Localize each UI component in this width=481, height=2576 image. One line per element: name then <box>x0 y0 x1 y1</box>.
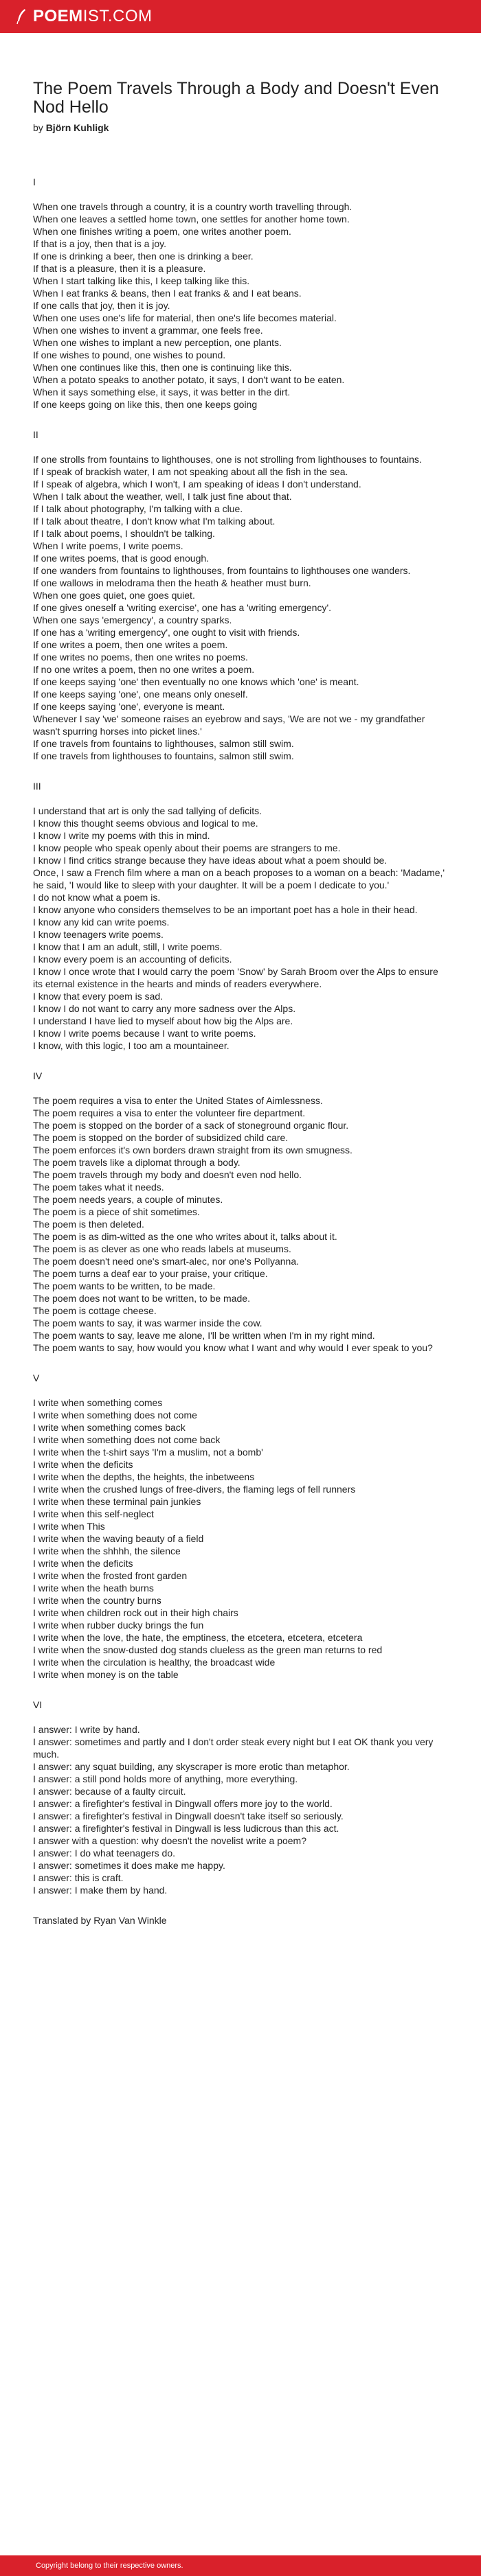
section-number: II <box>33 429 38 440</box>
poem-line: If one has a 'writing emergency', one ought to visit with friends. <box>33 627 300 638</box>
poem-line: I do not know what a poem is. <box>33 892 161 903</box>
poem-line: I write when the deficits <box>33 1558 133 1569</box>
poem-line: I understand I have lied to myself about how big the Alps are. <box>33 1015 293 1026</box>
poem-line: The poem is stopped on the border of subsidized child care. <box>33 1132 289 1143</box>
poem-line: If one keeps saying 'one', everyone is meant. <box>33 701 225 712</box>
poem-line: When I talk about the weather, well, I talk just fine about that. <box>33 491 292 502</box>
section-number: III <box>33 781 41 792</box>
poem-line: The poem needs years, a couple of minutes. <box>33 1194 223 1205</box>
poem-line: I write when the frosted front garden <box>33 1570 188 1581</box>
poem-section <box>33 1372 448 1681</box>
poem-line: The poem turns a deaf ear to your praise, your critique. <box>33 1268 268 1279</box>
poem-sections <box>33 176 448 1896</box>
poem-line: I write when these terminal pain junkies <box>33 1496 201 1507</box>
poem-line: I answer: I do what teenagers do. <box>33 1848 176 1859</box>
poem-line: When one goes quiet, one goes quiet. <box>33 590 195 601</box>
author-name[interactable]: Björn Kuhligk <box>45 122 109 133</box>
poem-line: I write when the heath burns <box>33 1583 154 1594</box>
poem-line: I answer: a firefighter's festival in Dingwall doesn't take itself so seriously. <box>33 1810 344 1821</box>
poem-section <box>33 176 448 411</box>
poem-line: The poem requires a visa to enter the volunteer fire department. <box>33 1107 306 1118</box>
poem-line: When one travels through a country, it is a country worth travelling through. <box>33 201 353 212</box>
poem-line: I write when the circulation is healthy, the broadcast wide <box>33 1657 276 1668</box>
poem-line: If I talk about photography, I'm talking with a clue. <box>33 503 243 514</box>
poem-line: The poem enforces it's own borders drawn straight from its own smugness. <box>33 1145 353 1155</box>
poem-line: I know this thought seems obvious and logical to me. <box>33 818 258 829</box>
poem-section <box>33 1699 448 1896</box>
poem-line: I answer: any squat building, any skyscraper is more erotic than metaphor. <box>33 1761 350 1772</box>
poem-line: When one wishes to invent a grammar, one feels free. <box>33 325 263 336</box>
poem-line: I write when the shhhh, the silence <box>33 1545 181 1556</box>
poem-line: The poem is stopped on the border of a sack of stoneground organic flour. <box>33 1120 349 1131</box>
poem-line: I know that every poem is sad. <box>33 991 164 1002</box>
poem-line: If I speak of brackish water, I am not speaking about all the fish in the sea. <box>33 466 348 477</box>
poem-line: When one continues like this, then one is continuing like this. <box>33 362 292 373</box>
poem-line: The poem wants to be written, to be made. <box>33 1280 216 1291</box>
poem-line: I understand that art is only the sad tallying of deficits. <box>33 805 262 816</box>
poem-line: I write when the deficits <box>33 1459 133 1470</box>
poem-line: I write when the waving beauty of a field <box>33 1533 204 1544</box>
poem-line: The poem is a piece of shit sometimes. <box>33 1206 200 1217</box>
poem-line: I answer: sometimes it does make me happy. <box>33 1860 225 1871</box>
poem-section <box>33 780 448 1052</box>
poem-line: If I talk about theatre, I don't know what I'm talking about. <box>33 516 276 527</box>
poem-line: When a potato speaks to another potato, it says, I don't want to be eaten. <box>33 374 345 385</box>
poem-line: When one leaves a settled home town, one settles for another home town. <box>33 214 350 225</box>
poem-line: The poem travels like a diplomat through a body. <box>33 1157 240 1168</box>
poem-line: I write when money is on the table <box>33 1669 179 1680</box>
poem-line: I write when the love, the hate, the emptiness, the etcetera, etcetera, etcetera <box>33 1632 363 1643</box>
poem-line: I write when children rock out in their high chairs <box>33 1607 238 1618</box>
copyright-text: Copyright belong to their respective owners. <box>36 2562 183 2570</box>
poem-line: If one keeps saying 'one', one means only oneself. <box>33 689 248 700</box>
section-number: I <box>33 176 36 187</box>
poem-line: I write when the depths, the heights, the inbetweens <box>33 1471 255 1482</box>
poem-line: If no one writes a poem, then no one writes a poem. <box>33 664 255 675</box>
poem-line: I write when rubber ducky brings the fun <box>33 1620 204 1631</box>
poem-line: I answer: a still pond holds more of anything, more everything. <box>33 1773 298 1784</box>
quill-icon[interactable] <box>15 8 27 25</box>
poem-line: I write when the country burns <box>33 1595 161 1606</box>
poem-line: If one keeps going on like this, then one keeps going <box>33 399 258 410</box>
poem-line: When I start talking like this, I keep talking like this. <box>33 275 250 286</box>
poem-line: The poem is as clever as one who reads labels at museums. <box>33 1243 291 1254</box>
section-number: V <box>33 1372 40 1383</box>
poem-line: The poem wants to say, how would you know what I want and why would I ever speak to you? <box>33 1342 433 1353</box>
poem-line: The poem wants to say, it was warmer inside the cow. <box>33 1318 262 1329</box>
poem-line: When I write poems, I write poems. <box>33 540 183 551</box>
poem-line: The poem travels through my body and doesn't even nod hello. <box>33 1169 302 1180</box>
poem-line: I know every poem is an accounting of deficits. <box>33 954 232 965</box>
poem-line: I answer: I write by hand. <box>33 1724 140 1735</box>
poem-line: I write when the crushed lungs of free-divers, the flaming legs of fell runners <box>33 1484 356 1495</box>
poem-line: If one writes poems, that is good enough. <box>33 553 210 564</box>
poem-line: I answer with a question: why doesn't the novelist write a poem? <box>33 1835 306 1846</box>
poem-line: I know that I am an adult, still, I write poems. <box>33 941 223 952</box>
poem-line: I answer: because of a faulty circuit. <box>33 1786 186 1797</box>
poem-line: I know I find critics strange because they have ideas about what a poem should be. <box>33 855 388 866</box>
poem-line: If that is a pleasure, then it is a pleasure. <box>33 263 206 274</box>
poem-line: I write when something comes back <box>33 1422 186 1433</box>
section-number: VI <box>33 1699 43 1710</box>
site-footer <box>0 2555 481 2576</box>
poem-line: The poem is as dim-witted as the one who writes about it, talks about it. <box>33 1231 337 1242</box>
poem-line: Whenever I say 'we' someone raises an eyebrow and says, 'We are not we - my grandfather wasn't spurring horses into picket lines.' <box>33 713 425 737</box>
poem-line: I write when This <box>33 1521 105 1532</box>
poem-line: I write when the snow-dusted dog stands clueless as the green man returns to red <box>33 1644 383 1655</box>
poem-line: I know I do not want to carry any more sadness over the Alps. <box>33 1003 296 1014</box>
poem-line: I know, with this logic, I too am a mountaineer. <box>33 1040 230 1051</box>
poem-section <box>33 428 448 762</box>
poem-line: I write when something does not come back <box>33 1434 221 1445</box>
poem-line: When one finishes writing a poem, one writes another poem. <box>33 226 291 237</box>
poem-line: I write when something comes <box>33 1397 163 1408</box>
poem-line: I answer: this is craft. <box>33 1872 124 1883</box>
poem-content <box>0 33 481 1964</box>
poem-line: When I eat franks & beans, then I eat franks & and I eat beans. <box>33 288 302 299</box>
logo-bold-text: POEM <box>33 7 83 25</box>
poem-line: I write when this self-neglect <box>33 1508 154 1519</box>
poem-line: If one travels from fountains to lighthouses, salmon still swim. <box>33 738 294 749</box>
site-header <box>0 0 481 33</box>
poem-line: If I talk about poems, I shouldn't be talking. <box>33 528 215 539</box>
poem-line: The poem doesn't need one's smart-alec, nor one's Pollyanna. <box>33 1256 300 1267</box>
poem-line: I answer: a firefighter's festival in Dingwall offers more joy to the world. <box>33 1798 333 1809</box>
author-line <box>33 122 448 133</box>
poem-line: I know I once wrote that I would carry the poem 'Snow' by Sarah Broom over the Alps to ensure its eternal existence in the hearts and minds of readers everywhere. <box>33 966 438 989</box>
poem-line: The poem is cottage cheese. <box>33 1305 157 1316</box>
poem-line: When one wishes to implant a new perception, one plants. <box>33 337 282 348</box>
poem-line: If one strolls from fountains to lighthouses, one is not strolling from lighthouses to fountains. <box>33 454 422 465</box>
poem-line: I know teenagers write poems. <box>33 929 164 940</box>
poem-line: The poem is then deleted. <box>33 1219 144 1230</box>
poem-line: When it says something else, it says, it was better in the dirt. <box>33 387 291 398</box>
poem-line: If one keeps saying 'one' then eventually no one knows which 'one' is meant. <box>33 676 359 687</box>
poem-line: If one travels from lighthouses to fountains, salmon still swim. <box>33 750 294 761</box>
poem-section <box>33 1070 448 1354</box>
poem-line: The poem wants to say, leave me alone, I'll be written when I'm in my right mind. <box>33 1330 375 1341</box>
poem-line: When one uses one's life for material, then one's life becomes material. <box>33 312 337 323</box>
section-number: IV <box>33 1070 43 1081</box>
poem-line: When one says 'emergency', a country sparks. <box>33 614 232 625</box>
poem-line: I write when the t-shirt says 'I'm a muslim, not a bomb' <box>33 1447 263 1458</box>
poem-line: If one gives oneself a 'writing exercise', one has a 'writing emergency'. <box>33 602 332 613</box>
poem-line: Once, I saw a French film where a man on a beach proposes to a woman on a beach: 'Madame,' he said, 'I would like to sleep with your daughter. It will be a poem I dedicate to you.' <box>33 867 445 890</box>
poem-line: If one wishes to pound, one wishes to pound. <box>33 349 226 360</box>
logo-rest-text: IST.COM <box>82 7 153 25</box>
poem-line: If one calls that joy, then it is joy. <box>33 300 170 311</box>
poem-line: I answer: a firefighter's festival in Dingwall is less ludicrous than this act. <box>33 1823 339 1834</box>
poem-line: If one wallows in melodrama then the heath & heather must burn. <box>33 577 311 588</box>
poem-line: If that is a joy, then that is a joy. <box>33 238 167 249</box>
poem-line: I write when something does not come <box>33 1410 197 1421</box>
poem-line: I answer: I make them by hand. <box>33 1885 168 1896</box>
poem-line: The poem takes what it needs. <box>33 1182 164 1193</box>
poem-line: The poem requires a visa to enter the United States of Aimlessness. <box>33 1095 323 1106</box>
poem-line: If one writes a poem, then one writes a poem. <box>33 639 228 650</box>
poem-line: I answer: sometimes and partly and I don't order steak every night but I eat OK thank you very much. <box>33 1736 434 1760</box>
poem-line: I know anyone who considers themselves to be an important poet has a hole in their head. <box>33 904 418 915</box>
poem-line: I know any kid can write poems. <box>33 917 170 928</box>
poem-line: If one wanders from fountains to lighthouses, from fountains to lighthouses one wanders. <box>33 565 411 576</box>
site-logo[interactable] <box>33 7 153 26</box>
poem-line: If one writes no poems, then one writes no poems. <box>33 652 248 663</box>
poem-line: If one is drinking a beer, then one is drinking a beer. <box>33 251 254 262</box>
poem-line: I know I write my poems with this in mind. <box>33 830 210 841</box>
poem-line: The poem does not want to be written, to be made. <box>33 1293 250 1304</box>
poem-line: I know I write poems because I want to write poems. <box>33 1028 256 1039</box>
poem-line: If I speak of algebra, which I won't, I am speaking of ideas I don't understand. <box>33 479 361 490</box>
by-label: by <box>33 122 43 133</box>
poem-title: The Poem Travels Through a Body and Doesn't Even Nod Hello <box>33 79 439 117</box>
poem-line: I know people who speak openly about their poems are strangers to me. <box>33 842 341 853</box>
translator-credit: Translated by Ryan Van Winkle <box>33 1915 167 1926</box>
